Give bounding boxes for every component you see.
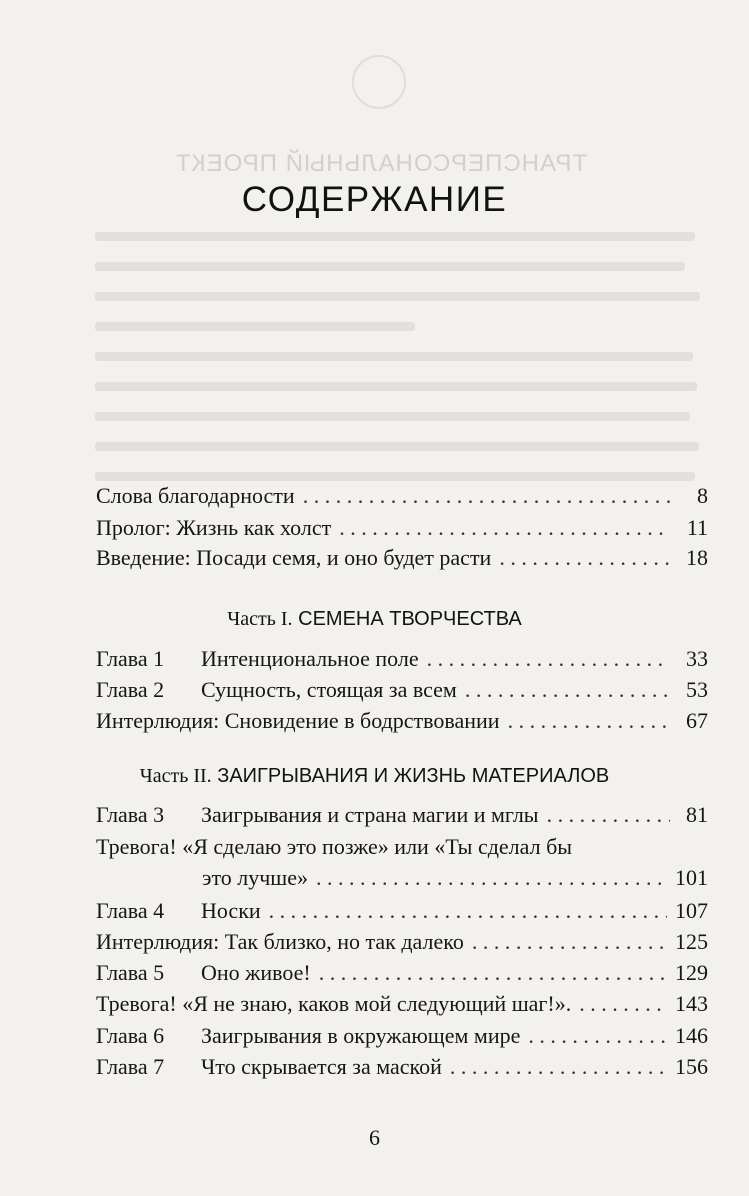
entry-page: 8 — [697, 483, 708, 508]
part-heading — [0, 608, 749, 631]
entry-title: Тревога! «Я сделаю это позже» или «Ты сделал бы — [96, 834, 573, 859]
entry-page: 125 — [675, 929, 708, 954]
chapter-number: Глава 6 — [96, 1023, 165, 1048]
toc-entry-continuation — [202, 865, 708, 897]
toc-entry — [96, 1054, 708, 1086]
entry-page: 81 — [686, 802, 708, 827]
chapter-number: Глава 4 — [96, 898, 165, 923]
toc-entry — [96, 929, 708, 961]
entry-title: это лучше» — [202, 865, 309, 890]
entry-title: Пролог: Жизнь как холст — [96, 515, 332, 540]
leader-dots — [319, 960, 667, 986]
toc-entry — [96, 646, 708, 678]
chapter-number: Глава 5 — [96, 960, 165, 985]
toc-entry — [96, 515, 708, 547]
toc-entry — [96, 834, 708, 866]
leader-dots — [450, 1054, 667, 1080]
entry-page: 33 — [686, 646, 708, 671]
entry-page: 146 — [675, 1023, 708, 1048]
toc-entry — [96, 898, 708, 930]
entry-title: Введение: Посади семя, и оно будет расти — [96, 545, 492, 570]
toc-entry — [96, 545, 708, 577]
leader-dots — [579, 991, 667, 1017]
page-number: 6 — [369, 1125, 380, 1150]
part-title: ЗАИГРЫВАНИЯ И ЖИЗНЬ МАТЕРИАЛОВ — [217, 765, 610, 787]
entry-page: 143 — [675, 991, 708, 1016]
leader-dots — [303, 483, 670, 509]
leader-dots — [339, 515, 670, 541]
entry-title: Интерлюдия: Сновидение в бодрствовании — [96, 708, 500, 733]
toc-entry — [96, 1023, 708, 1055]
entry-title: Заигрывания и страна магии и мглы — [201, 802, 539, 827]
toc-entry — [96, 991, 708, 1023]
chapter-number: Глава 2 — [96, 677, 165, 702]
entry-page: 156 — [675, 1054, 708, 1079]
entry-title: Слова благодарности — [96, 483, 295, 508]
chapter-number: Глава 1 — [96, 646, 165, 671]
entry-title: Носки — [201, 898, 261, 923]
leader-dots — [547, 802, 670, 828]
leader-dots — [472, 929, 667, 955]
entry-page: 18 — [686, 545, 708, 570]
chapter-number: Глава 7 — [96, 1054, 165, 1079]
leader-dots — [427, 646, 670, 672]
leader-dots — [528, 1023, 667, 1049]
entry-page: 107 — [675, 898, 708, 923]
entry-title: Что скрывается за маской — [201, 1054, 442, 1079]
leader-dots — [269, 898, 667, 924]
entry-page: 11 — [686, 515, 708, 540]
entry-title: Сущность, стоящая за всем — [201, 677, 457, 702]
entry-title: Интерлюдия: Так близко, но так далеко — [96, 929, 464, 954]
toc-entry — [96, 708, 708, 740]
part-label: Часть I. — [227, 608, 293, 630]
entry-page: 129 — [675, 960, 708, 985]
chapter-number: Глава 3 — [96, 802, 165, 827]
entry-title: Оно живое! — [201, 960, 311, 985]
toc-entry — [96, 677, 708, 709]
entry-title: Интенциональное поле — [201, 646, 419, 671]
entry-page: 67 — [686, 708, 708, 733]
bleed-through-title: ТРАНСПЕРСОНАЛЬНЫЙ ПРОЕКТ — [175, 150, 588, 177]
part-heading — [0, 765, 749, 788]
entry-page: 101 — [675, 865, 708, 890]
leader-dots — [499, 545, 670, 571]
page-title: СОДЕРЖАНИЕ — [241, 180, 508, 219]
entry-title: Тревога! «Я не знаю, каков мой следующий шаг!». — [96, 991, 572, 1016]
part-label: Часть II. — [139, 765, 212, 787]
entry-title: Заигрывания в окружающем мире — [201, 1023, 521, 1048]
toc-entry — [96, 483, 708, 515]
toc-entry — [96, 960, 708, 992]
entry-page: 53 — [686, 677, 708, 702]
toc-entry — [96, 802, 708, 834]
leader-dots — [316, 865, 667, 891]
part-title: СЕМЕНА ТВОРЧЕСТВА — [298, 608, 522, 630]
leader-dots — [465, 677, 670, 703]
leader-dots — [508, 708, 670, 734]
